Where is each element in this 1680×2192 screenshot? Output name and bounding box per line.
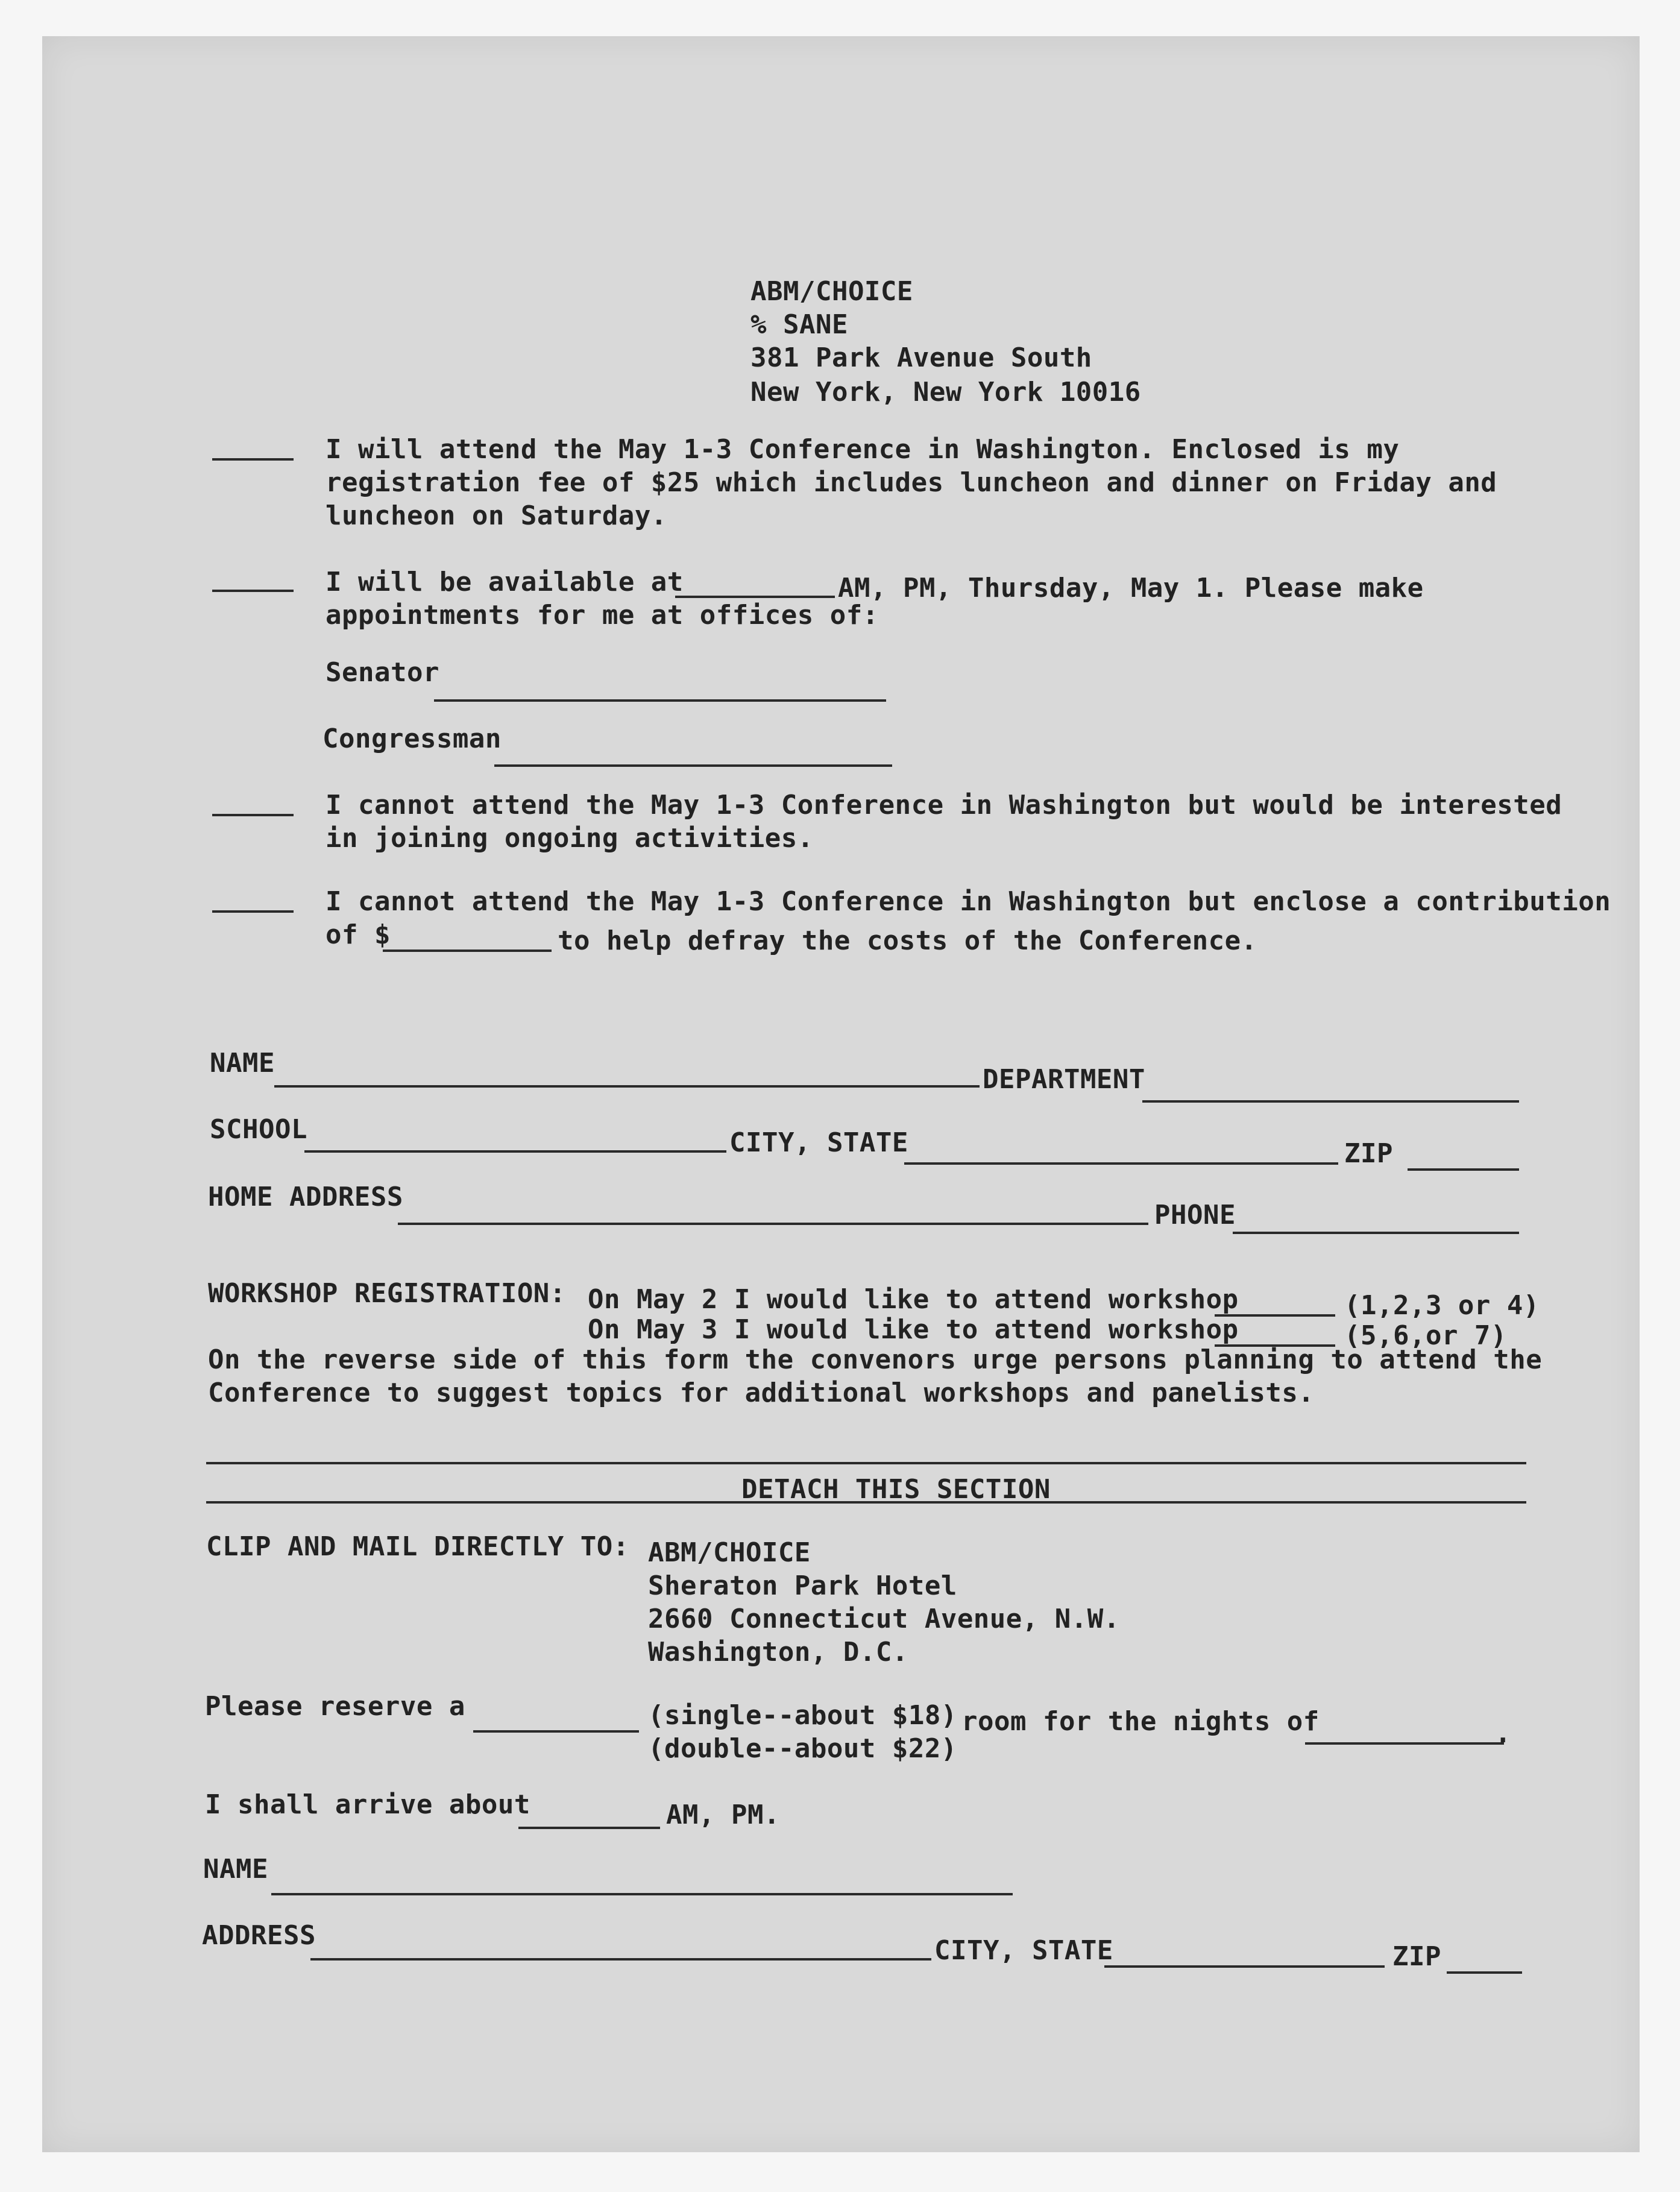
home-address-blank[interactable] [398, 1223, 1148, 1225]
hotel-address-line-1: ABM/CHOICE [648, 1537, 811, 1568]
nights-period: . [1495, 1718, 1511, 1749]
hotel-zip-label: ZIP [1392, 1941, 1441, 1972]
option1-checkbox-blank[interactable] [212, 458, 294, 461]
name-label: NAME [210, 1048, 275, 1079]
congressman-label: Congressman [322, 723, 502, 754]
option4-line-1: I cannot attend the May 1-3 Conference in Washington but enclose a contribution [326, 886, 1611, 917]
city-state-label: CITY, STATE [729, 1127, 908, 1158]
option2-available-label: I will be available at [326, 567, 684, 597]
option4-checkbox-blank[interactable] [212, 910, 294, 913]
hotel-city-state-label: CITY, STATE [934, 1935, 1113, 1966]
home-address-label: HOME ADDRESS [208, 1182, 403, 1212]
workshop-may2-options: (1,2,3 or 4) [1344, 1290, 1540, 1321]
room-nights-label: room for the nights of [961, 1706, 1320, 1737]
contribution-amount-blank[interactable] [383, 950, 552, 952]
senator-blank[interactable] [434, 699, 886, 702]
department-blank[interactable] [1142, 1100, 1519, 1103]
header-line-2: % SANE [750, 309, 848, 340]
hotel-address-line-3: 2660 Connecticut Avenue, N.W. [648, 1604, 1120, 1634]
header-line-4: New York, New York 10016 [750, 377, 1141, 408]
name-blank[interactable] [274, 1085, 980, 1088]
phone-blank[interactable] [1233, 1232, 1519, 1234]
option2-checkbox-blank[interactable] [212, 590, 294, 592]
city-state-blank[interactable] [904, 1162, 1338, 1165]
single-rate: (single--about $18) [648, 1700, 957, 1731]
hotel-zip-blank[interactable] [1447, 1971, 1522, 1974]
congressman-blank[interactable] [494, 764, 892, 767]
option1-line-2: registration fee of $25 which includes luncheon and dinner on Friday and [326, 467, 1497, 498]
detach-label: DETACH THIS SECTION [741, 1474, 1051, 1505]
header-line-3: 381 Park Avenue South [750, 342, 1092, 373]
workshop-may2-label: On May 2 I would like to attend workshop [588, 1284, 1239, 1315]
phone-label: PHONE [1154, 1200, 1236, 1230]
option1-line-3: luncheon on Saturday. [326, 500, 667, 531]
workshop-label: WORKSHOP REGISTRATION: [208, 1278, 566, 1309]
option4-line-2-pre: of $ [326, 919, 391, 950]
detach-rule-bottom [206, 1501, 1526, 1504]
room-type-blank[interactable] [473, 1730, 639, 1733]
hotel-name-blank[interactable] [271, 1893, 1013, 1895]
workshop-note-line-1: On the reverse side of this form the convenors urge persons planning to attend the [208, 1344, 1543, 1375]
school-label: SCHOOL [210, 1114, 307, 1145]
workshop-note-line-2: Conference to suggest topics for additional workshops and panelists. [208, 1378, 1315, 1408]
option2-time-blank[interactable] [675, 596, 835, 598]
option2-line-2: appointments for me at offices of: [326, 600, 879, 631]
hotel-name-label: NAME [203, 1854, 268, 1885]
option3-line-1: I cannot attend the May 1-3 Conference in Washington but would be interested [326, 790, 1562, 820]
arrive-time-blank[interactable] [518, 1827, 660, 1829]
detach-rule-top [206, 1462, 1526, 1464]
header-line-1: ABM/CHOICE [750, 276, 913, 307]
department-label: DEPARTMENT [983, 1064, 1145, 1095]
arrive-label: I shall arrive about [205, 1789, 530, 1820]
nights-blank[interactable] [1305, 1742, 1504, 1745]
option2-available-post: AM, PM, Thursday, May 1. Please make [838, 573, 1424, 603]
senator-label: Senator [326, 657, 439, 688]
form-sheet [42, 36, 1640, 2152]
hotel-address-line-4: Washington, D.C. [648, 1637, 908, 1668]
option1-line-1: I will attend the May 1-3 Conference in Washington. Enclosed is my [326, 434, 1400, 465]
arrive-post: AM, PM. [666, 1800, 780, 1830]
workshop-may3-label: On May 3 I would like to attend workshop [588, 1314, 1239, 1345]
workshop-may3-options: (5,6,or 7) [1344, 1320, 1507, 1351]
hotel-address-blank[interactable] [310, 1958, 931, 1961]
hotel-address-line-2: Sheraton Park Hotel [648, 1570, 957, 1601]
reserve-label: Please reserve a [205, 1691, 465, 1722]
zip-blank[interactable] [1408, 1168, 1519, 1171]
hotel-city-state-blank[interactable] [1104, 1965, 1385, 1968]
option3-line-2: in joining ongoing activities. [326, 823, 814, 854]
double-rate: (double--about $22) [648, 1733, 957, 1764]
option4-line-2-post: to help defray the costs of the Conference. [558, 925, 1257, 956]
clip-mail-label: CLIP AND MAIL DIRECTLY TO: [206, 1531, 629, 1562]
hotel-address-label: ADDRESS [202, 1920, 316, 1951]
zip-label: ZIP [1344, 1138, 1393, 1169]
school-blank[interactable] [304, 1150, 726, 1153]
option3-checkbox-blank[interactable] [212, 814, 294, 816]
